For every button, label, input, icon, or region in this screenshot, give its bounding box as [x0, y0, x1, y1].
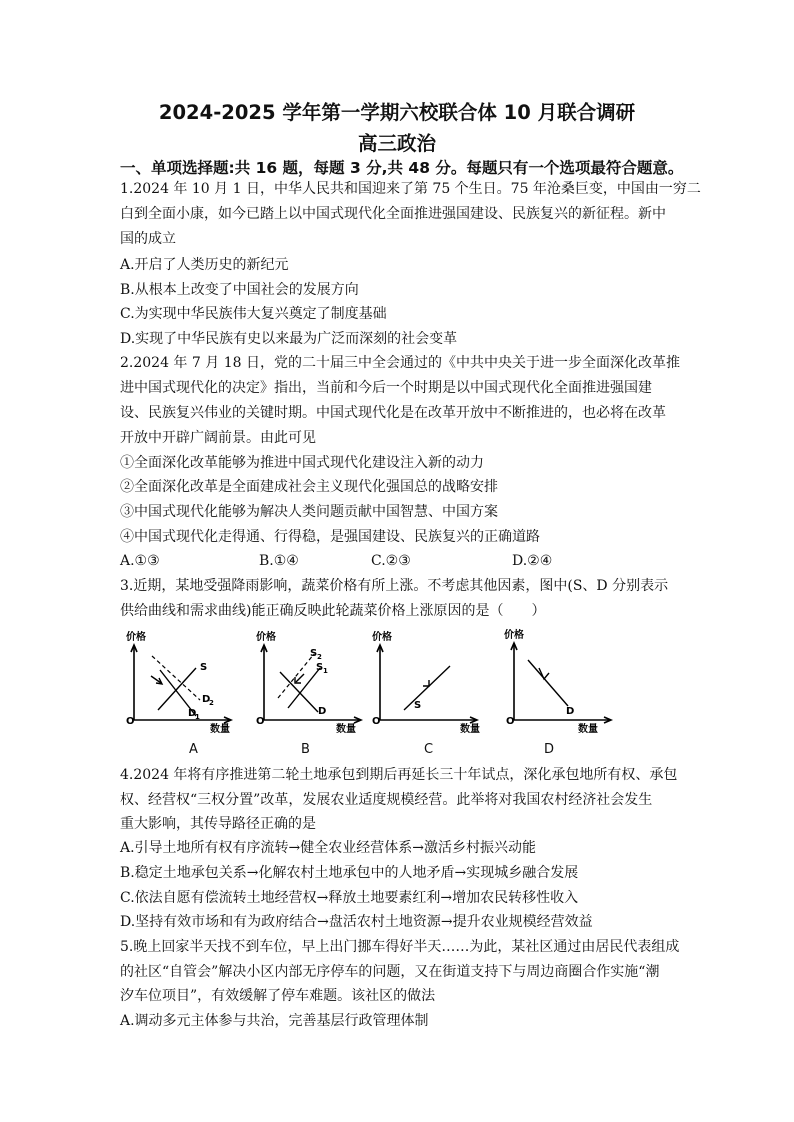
origin-label: O	[372, 716, 381, 727]
q4-stem-line: 权、经营权“三权分置”改革，发展农业适度规模经营。此举将对我国农村经济社会发生	[120, 792, 653, 808]
curve-label: 1	[195, 713, 200, 721]
q2-option-a: A.①③	[120, 553, 160, 569]
q4-stem-line: 重大影响，其传导路径正确的是	[120, 816, 316, 832]
curve-label: D	[202, 694, 211, 705]
section-heading: 一、单项选择题:共 16 题，每题 3 分,共 48 分。每题只有一个选项最符合题意。	[120, 159, 684, 177]
graph-caption-a: A	[189, 742, 198, 757]
q5-option-a: A.调动多元主体参与共治，完善基层行政管理体制	[120, 1013, 429, 1029]
q4-option-d: D.坚持有效市场和有为政府结合→盘活农村土地资源→提升农业规模经营效益	[120, 914, 593, 930]
origin-label: O	[126, 716, 135, 727]
movement-arrow	[423, 680, 429, 686]
supply-demand-graph-a	[122, 628, 242, 744]
q2-statement-2: ②全面深化改革是全面建成社会主义现代化强国总的战略安排	[120, 479, 498, 495]
q4-option-b: B.稳定土地承包关系→化解农村土地承包中的人地矛盾→实现城乡融合发展	[120, 865, 579, 881]
exam-title: 2024-2025 学年第一学期六校联合体 10 月联合调研	[158, 101, 636, 124]
q1-option-c: C.为实现中华民族伟大复兴奠定了制度基础	[120, 306, 387, 322]
y-axis-label: 价格	[372, 632, 392, 643]
x-axis-label: 数量	[336, 724, 356, 735]
curve-label: S	[310, 648, 318, 659]
q3-stem-line: 3.近期，某地受强降雨影响，蔬菜价格有所上涨。不考虑其他因素，图中(S、D 分别表示	[120, 578, 669, 594]
q2-statement-1: ①全面深化改革能够为推进中国式现代化建设注入新的动力	[120, 455, 484, 471]
q4-option-c: C.依法自愿有偿流转土地经营权→释放土地要素红利→增加农民转移性收入	[120, 890, 579, 906]
q1-stem-line: 1.2024 年 10 月 1 日，中华人民共和国迎来了第 75 个生日。75 年沧桑巨变，中国由一穷二	[120, 181, 701, 197]
q5-stem-line: 5.晚上回家半天找不到车位，早上出门挪车得好半天……为此，某社区通过由居民代表组成	[120, 939, 680, 955]
curve-label: 2	[209, 699, 214, 707]
curve-label: S	[414, 700, 422, 711]
q2-stem-line: 设、民族复兴伟业的关键时期。中国式现代化是在改革开放中不断推进的，也必将在改革	[120, 405, 666, 421]
q5-stem-line: 的社区“自管会”解决小区内部无序停车的问题，又在街道支持下与周边商圈合作实施“潮	[120, 964, 660, 980]
origin-label: O	[256, 716, 265, 727]
q1-option-a: A.开启了人类历史的新纪元	[120, 257, 289, 273]
q2-option-c: C.②③	[371, 553, 411, 569]
curve-label: 2	[317, 653, 322, 661]
q2-stem-line: 开放中开辟广阔前景。由此可见	[120, 430, 316, 446]
origin-label: O	[506, 716, 515, 727]
q1-option-b: B.从根本上改变了中国社会的发展方向	[120, 282, 359, 298]
curve-label: D	[566, 706, 575, 717]
exam-subtitle: 高三政治	[357, 132, 436, 155]
q1-stem-line: 国的成立	[120, 231, 176, 247]
q4-stem-line: 4.2024 年将有序推进第二轮土地承包到期后再延长三十年试点，深化承包地所有权、承包	[120, 767, 678, 783]
q4-option-a: A.引导土地所有权有序流转→健全农业经营体系→激活乡村振兴动能	[120, 840, 537, 856]
graph-caption-c: C	[424, 742, 434, 757]
y-axis-label: 价格	[504, 630, 524, 641]
supply-curve	[404, 666, 450, 710]
q2-stem-line: 2.2024 年 7 月 18 日，党的二十届三中全会通过的《中共中央关于进一步全面深化改革推	[120, 355, 680, 371]
curve-label: S	[316, 662, 324, 673]
y-axis-label: 价格	[126, 632, 146, 643]
curve-label: D	[318, 706, 327, 717]
supply-demand-graph-c	[368, 628, 488, 744]
q5-stem-line: 汐车位项目”，有效缓解了停车难题。该社区的做法	[120, 988, 436, 1004]
supply-demand-graph-d	[502, 628, 622, 744]
supply-demand-graph-b	[252, 628, 372, 744]
x-axis-label: 数量	[460, 724, 480, 735]
curve-label: D	[188, 708, 197, 719]
q2-statement-4: ④中国式现代化走得通、行得稳，是强国建设、民族复兴的正确道路	[120, 529, 540, 545]
q2-option-b: B.①④	[259, 553, 299, 569]
q1-option-d: D.实现了中华民族有史以来最为广泛而深刻的社会变革	[120, 331, 458, 347]
q1-stem-line: 白到全面小康，如今已踏上以中国式现代化全面推进强国建设、民族复兴的新征程。新中	[120, 206, 666, 222]
q3-stem-line: 供给曲线和需求曲线)能正确反映此轮蔬菜价格上涨原因的是（ ）	[120, 603, 546, 619]
q2-option-d: D.②④	[512, 553, 553, 569]
y-axis-label: 价格	[256, 632, 276, 643]
x-axis-label: 数量	[210, 724, 230, 735]
q2-stem-line: 进中国式现代化的决定》指出，当前和今后一个时期是以中国式现代化全面推进强国建	[120, 380, 652, 396]
demand-curve	[528, 660, 568, 706]
curve-label: 1	[323, 667, 328, 675]
graph-caption-b: B	[301, 742, 310, 757]
graph-caption-d: D	[544, 742, 555, 757]
x-axis-label: 数量	[578, 724, 598, 735]
curve-label: S	[200, 662, 208, 673]
q2-statement-3: ③中国式现代化能够为解决人类问题贡献中国智慧、中国方案	[120, 504, 498, 520]
